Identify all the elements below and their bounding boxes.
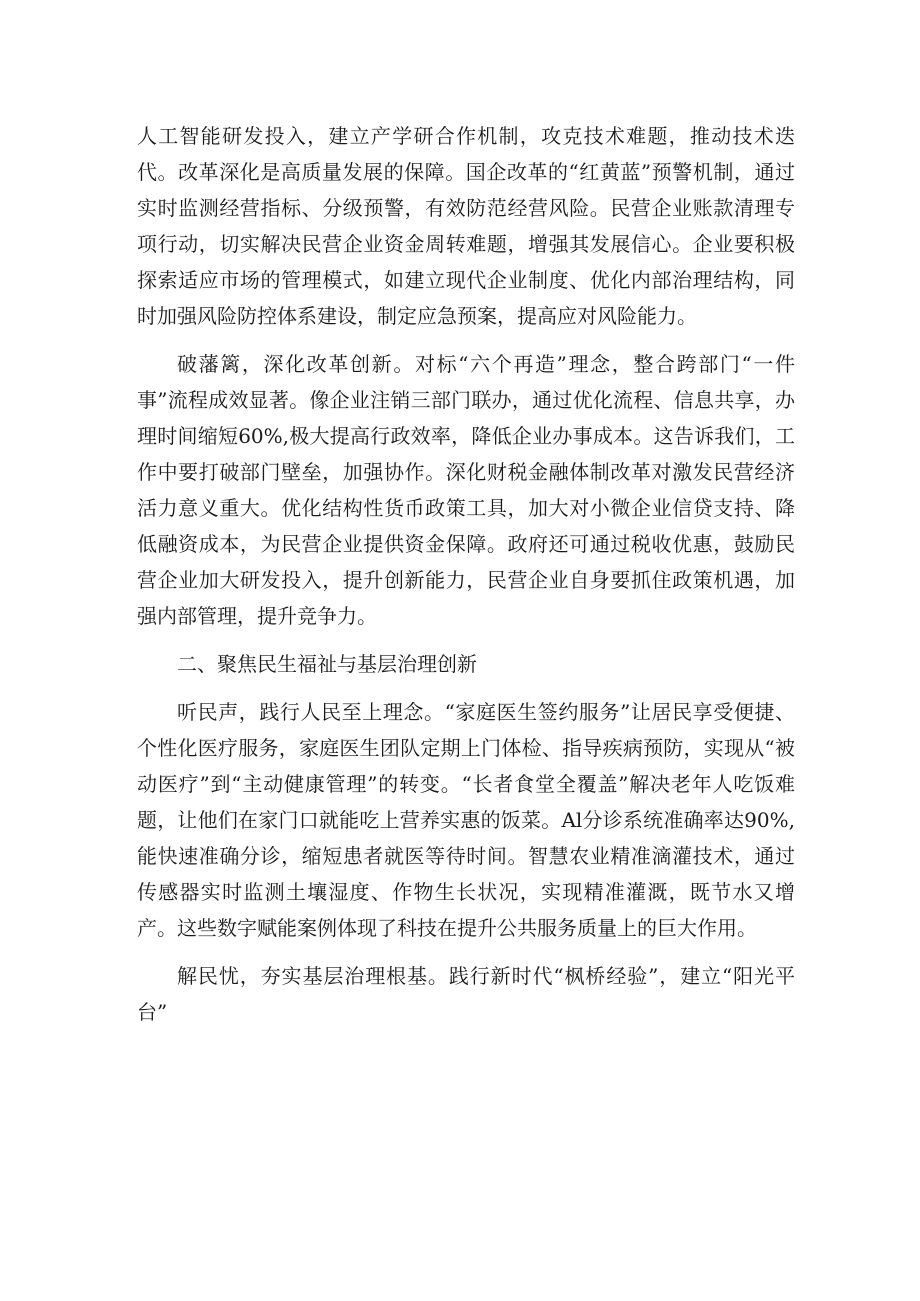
paragraph-reform-innovation: 破藩篱，深化改革创新。对标“六个再造”理念，整合跨部门“一件事”流程成效显著。像企业注销三部门联办，通过优化流程、信息共享，办理时间缩短60%,极大提高行政效率，降低企业办事成本。这告诉我们，工作中要打破部门壁垒，加强协作。深化财税金融体制改革对激发民营经济活力意义重大。优化结构性货币政策工具，加大对小微企业信贷支持、降低融资成本，为民营企业提供资金保障。政府还可通过税收优惠，鼓励民营企业加大研发投入，提升创新能力，民营企业自身要抓住政策机遇，加强内部管理，提升竞争力。	[137, 352, 795, 628]
document-body	[137, 118, 795, 1042]
paragraph-people-first: 听民声，践行人民至上理念。“家庭医生签约服务”让居民享受便捷、个性化医疗服务，家庭医生团队定期上门体检、指导疾病预防，实现从“被动医疗”到“主动健康管理”的转变。“长者食堂全覆盖”解决老年人吃饭难题，让他们在家门口就能吃上营养实惠的饭菜。Al分诊系统准确率达90%,能快速准确分诊，缩短患者就医等待时间。智慧农业精准滴灌技术，通过传感器实时监测土壤湿度、作物生长状况，实现精准灌溉，既节水又增产。这些数字赋能案例体现了科技在提升公共服务质量上的巨大作用。	[137, 700, 795, 940]
section-heading-livelihood: 二、聚焦民生福祉与基层治理创新	[177, 652, 477, 676]
paragraph-grassroots-governance: 解民忧，夯实基层治理根基。践行新时代“枫桥经验”，建立“阳光平台”	[137, 964, 795, 1024]
paragraph-ai-investment: 人工智能研发投入，建立产学研合作机制，攻克技术难题，推动技术迭代。改革深化是高质量发展的保障。国企改革的“红黄蓝”预警机制，通过实时监测经营指标、分级预警，有效防范经营风险。民营企业账款清理专项行动，切实解决民营企业资金周转难题，增强其发展信心。企业要积极探索适应市场的管理模式，如建立现代企业制度、优化内部治理结构，同时加强风险防控体系建设，制定应急预案，提高应对风险能力。	[137, 124, 795, 328]
